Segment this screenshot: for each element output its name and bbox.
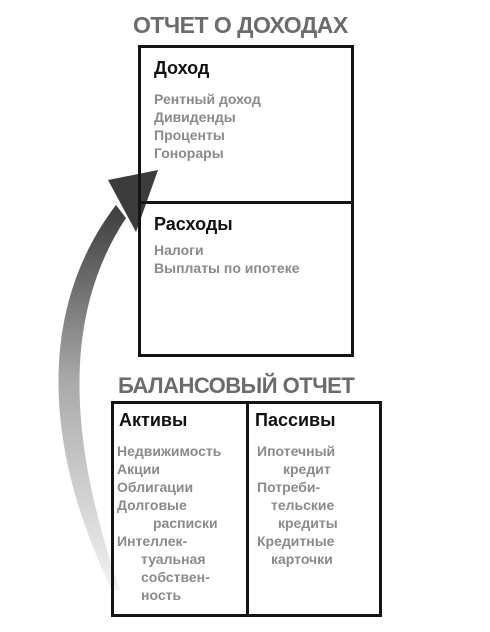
asset-line: Облигации bbox=[117, 479, 194, 495]
income-item: Дивиденды bbox=[154, 109, 236, 125]
income-expenses-divider bbox=[141, 201, 351, 204]
asset-line: расписки bbox=[153, 515, 218, 531]
income-title: Доход bbox=[154, 58, 210, 78]
expenses-title: Расходы bbox=[154, 214, 233, 234]
asset-line: Интеллек- bbox=[117, 533, 188, 549]
liability-line: кредиты bbox=[278, 515, 338, 531]
liability-line: Кредитные bbox=[257, 533, 335, 549]
liability-line: тельские bbox=[271, 497, 335, 513]
asset-line: Долговые bbox=[117, 497, 187, 513]
income-item: Рентный доход bbox=[154, 91, 261, 107]
balance-sheet-heading: БАЛАНСОВЫЙ ОТЧЕТ bbox=[118, 373, 355, 398]
expense-item: Налоги bbox=[154, 242, 204, 258]
expense-item: Выплаты по ипотеке bbox=[154, 260, 300, 276]
income-item: Проценты bbox=[154, 127, 225, 143]
balance-sheet-box bbox=[111, 401, 382, 617]
liability-line: карточки bbox=[271, 551, 333, 567]
liability-line: Ипотечный bbox=[257, 443, 336, 459]
asset-line: Акции bbox=[117, 461, 160, 477]
income-item: Гонорары bbox=[154, 145, 224, 161]
asset-line: туальная bbox=[141, 551, 206, 567]
assets-title: Активы bbox=[119, 410, 188, 430]
income-statement-box bbox=[138, 45, 354, 357]
asset-line: ность bbox=[141, 587, 182, 603]
assets-liabilities-divider bbox=[246, 404, 249, 614]
liabilities-title: Пассивы bbox=[255, 410, 336, 430]
asset-line: собствен- bbox=[141, 569, 210, 585]
income-statement-heading: ОТЧЕТ О ДОХОДАХ bbox=[133, 12, 348, 38]
asset-line: Недвижимость bbox=[117, 443, 222, 459]
liability-line: Потреби- bbox=[257, 479, 321, 495]
liability-line: кредит bbox=[283, 461, 331, 477]
